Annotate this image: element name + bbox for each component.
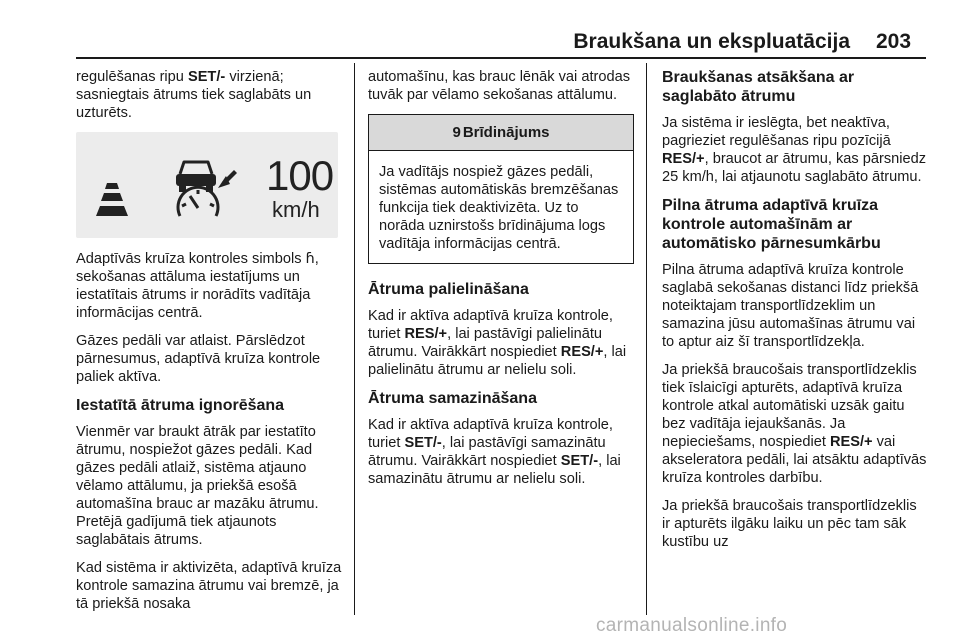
text: Ja priekšā braucošais transportlīdzeklis tiek īslaicīgi apturēts, adaptīvā kruīza kontrole atkal automātiski uzsāk gaitu bez vadītāja iejaukšanās. Ja nepieciešams, nospiediet: [662, 362, 917, 450]
warning-text: Ja vadītājs nospiež gāzes pedāli, sistēmas automātiskās bremzēšanas funkcija tiek deaktivizēta. Uz to norāda uznirstošs brīdinājuma logs vadītāja informācijas centrā.: [379, 164, 619, 252]
paragraph: [76, 250, 348, 322]
text: Adaptīvās kruīza kontroles simbols: [76, 251, 306, 267]
control-label: SET/-: [187, 69, 226, 85]
control-label: RES/+: [662, 151, 705, 167]
paragraph: Gāzes pedāli var atlaist. Pārslēdzot pārnesumus, adaptīvā kruīza kontrole paliek aktīva.: [76, 333, 321, 385]
text: , lai pastāvīgi palielinātu ātrumu. Vairākkārt nospiediet: [368, 326, 603, 360]
cruise-display-illustration: [76, 132, 338, 238]
text: vai akseleratora pedāli, lai atsāktu adaptīvās kruīza kontroles darbību.: [662, 434, 927, 486]
text: , sekošanas attāluma iestatījums un iestatītais ātrums ir norādīts vadītāja informācijas centrā.: [76, 251, 319, 321]
text: virzienā; sasniegtais ātrums tiek saglabāts un uzturēts.: [76, 69, 312, 121]
section-heading: Pilna ātruma adaptīvā kruīza kontrole automašīnām ar automātisko pārnesumkārbu: [662, 197, 881, 252]
following-distance-icon: [96, 183, 128, 216]
column-divider-1: [354, 63, 355, 615]
paragraph: [368, 416, 634, 488]
paragraph: [662, 114, 928, 186]
watermark: carmanualsonline.info: [596, 615, 788, 636]
text: Kad ir aktīva adaptīvā kruīza kontrole, turiet: [368, 417, 613, 451]
section-heading: Iestatītā ātruma ignorēšana: [76, 397, 285, 414]
column-1: [76, 68, 348, 623]
acc-symbol-icon: ꚕ: [305, 251, 315, 267]
control-label: RES/+: [404, 326, 448, 342]
header-divider: [76, 57, 926, 59]
text: , lai pastāvīgi samazinātu ātrumu. Vairākkārt nospiediet: [368, 435, 606, 469]
section-heading: Ātruma samazināšana: [368, 390, 537, 407]
paragraph: [662, 361, 928, 487]
paragraph: [76, 68, 348, 122]
column-3: [662, 68, 928, 561]
text: Ja sistēma ir ieslēgta, bet neaktīva, pagrieziet regulēšanas ripu pozīcijā: [662, 115, 891, 149]
warning-header: [369, 115, 633, 151]
warning-triangle-icon: 9: [452, 124, 461, 141]
paragraph: Ja priekšā braucošais transportlīdzeklis ir apturēts ilgāku laiku un pēc tam sāk kustību uz: [662, 498, 917, 550]
control-label: RES/+: [829, 434, 873, 450]
speed-unit: km/h: [272, 197, 320, 222]
text: regulēšanas ripu: [76, 69, 188, 85]
text: , braucot ar ātrumu, kas pārsniedz 25 km/h, lai atjaunotu saglabāto ātrumu.: [662, 151, 927, 185]
column-divider-2: [646, 63, 647, 615]
paragraph: Kad sistēma ir aktivizēta, adaptīvā kruīza kontrole samazina ātrumu vai bremzē, ja tā priekšā nosaka: [76, 560, 342, 612]
warning-title: Brīdinājums: [462, 124, 550, 141]
running-header-title: Braukšana un ekspluatācija: [573, 30, 850, 53]
paragraph: Vienmēr var braukt ātrāk par iestatīto ātrumu, nospiežot gāzes pedāli. Kad gāzes pedāli atlaiž, sistēma atjauno vēlamo attālumu, ja priekšā esošā automašīna brauc ar mazāku ātrumu. Pretējā gadījumā tiek atjaunots saglabātais ātrums.: [76, 424, 319, 548]
control-label: SET/-: [404, 435, 442, 451]
set-speed-value: 100: [266, 152, 334, 199]
text: , lai samazinātu ātrumu ar nelielu soli.: [368, 453, 621, 487]
warning-box: [368, 114, 634, 264]
speedometer-icon: [178, 187, 218, 216]
text: , lai palielinātu ātrumu ar nelielu soli.: [368, 344, 627, 378]
column-2: [368, 68, 634, 498]
section-heading: Braukšanas atsākšana ar saglabāto ātrumu: [662, 69, 855, 105]
control-label: RES/+: [560, 344, 604, 360]
paragraph: [368, 307, 634, 379]
text: Kad ir aktīva adaptīvā kruīza kontrole, turiet: [368, 308, 613, 342]
section-heading: Ātruma palielināšana: [368, 281, 529, 298]
paragraph: Pilna ātruma adaptīvā kruīza kontrole saglabā sekošanas distanci līdz priekšā noteiktajam transportlīdzeklim un samazina jūsu automašīnas ātrumu vai to aptur aiz šī transportlīdzekļa.: [662, 262, 919, 350]
control-label: SET/-: [560, 453, 599, 469]
page-number: 203: [876, 30, 912, 53]
set-speed-arrow-icon: [218, 170, 237, 188]
paragraph: automašīnu, kas brauc lēnāk vai atrodas tuvāk par vēlamo sekošanas attālumu.: [368, 69, 631, 103]
